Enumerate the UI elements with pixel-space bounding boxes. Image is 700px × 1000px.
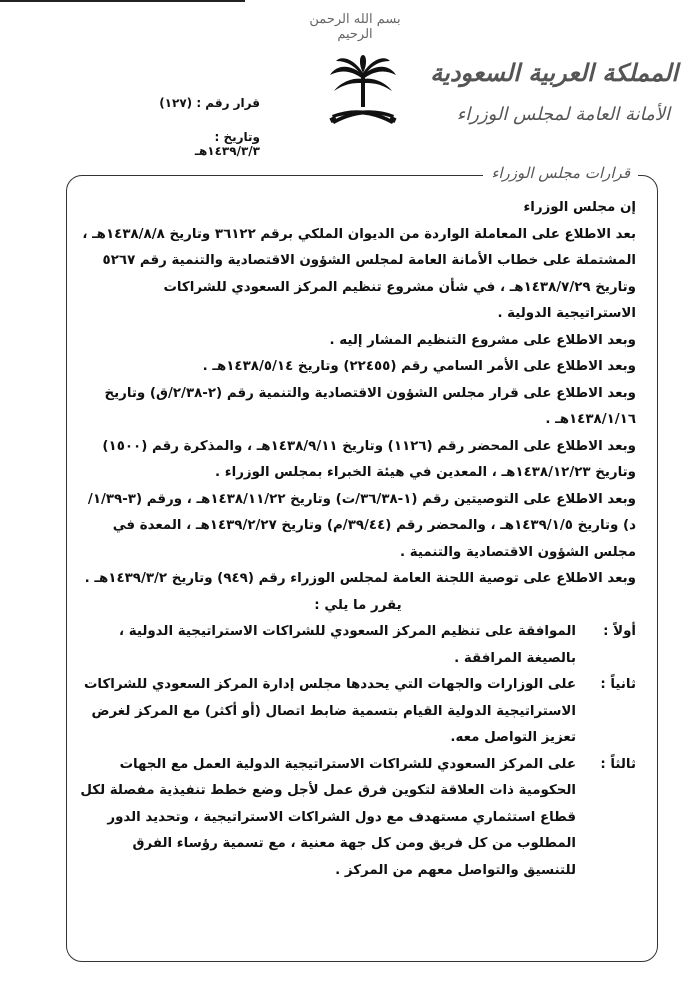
decision-date: وتاريخ : ١٤٣٩/٣/٣هـ bbox=[194, 130, 260, 158]
kingdom-title: المملكة العربية السعودية bbox=[430, 58, 678, 87]
secretariat-title: الأمانة العامة لمجلس الوزراء bbox=[456, 104, 670, 125]
preamble-paragraph: وبعد الاطلاع على مشروع التنظيم المشار إليه . bbox=[329, 332, 636, 348]
preamble-paragraph: وبعد الاطلاع على التوصيتين رقم (١-٣٦/٣٨/ت) وتاريخ ١٤٣٨/١١/٢٢هـ ، ورقم (٣-١/٣٩/د) وتاريخ ١٤٣٩/١/٥هـ ، والمحضر رقم (٣٩/٤٤/م) وتاريخ ١٤٣٩/٢/٢٧هـ ، المعدة في مجلس الشؤون الاقتصادية والتنمية . bbox=[87, 491, 636, 560]
resolves-heading: يقرر ما يلي : bbox=[314, 597, 402, 613]
preamble-paragraph: وبعد الاطلاع على المحضر رقم (١١٢٦) وتاريخ ١٤٣٨/٩/١١هـ ، والمذكرة رقم (١٥٠٠) وتاريخ ١٤٣٨/١٢/٢٣هـ ، المعدين في هيئة الخبراء بمجلس الوزراء . bbox=[102, 438, 636, 480]
item-text: على الوزارات والجهات التي يحددها مجلس إدارة المركز السعودي للشراكات الاستراتيجية الدولية القيام بتسمية ضابط اتصال (أو أكثر) مع المركز لغرض تعزيز التواصل معه. bbox=[83, 677, 576, 745]
item-label: ثانياً : bbox=[600, 677, 636, 692]
item-label: أولاً : bbox=[603, 624, 636, 639]
resolution-item bbox=[80, 619, 636, 672]
top-rule bbox=[0, 0, 245, 2]
decision-body bbox=[80, 195, 636, 884]
item-text: على المركز السعودي للشراكات الاستراتيجية الدولية العمل مع الجهات الحكومية ذات العلاقة لتكوين فرق عمل لأجل وضع خطط تنفيذية مفصلة لكل قطاع استثماري مستهدف مع دول الشراكات الاستراتيجية ، وتحديد الدور المطلوب من كل فريق ومن كل جهة معنية ، مع تسمية رؤساء الفرق للتنسيق والتواصل معهم من المركز . bbox=[80, 756, 576, 878]
preamble-paragraph: بعد الاطلاع على المعاملة الواردة من الديوان الملكي برقم ٣٦١٢٢ وتاريخ ١٤٣٨/٨/٨هـ ، المشتملة على خطاب الأمانة العامة لمجلس الشؤون الاقتصادية والتنمية رقم ٥٢٦٧ وتاريخ ١٤٣٨/٧/٢٩هـ ، في شأن مشروع تنظيم المركز السعودي للشراكات الاستراتيجية الدولية . bbox=[82, 226, 636, 321]
preamble-paragraph: وبعد الاطلاع على الأمر السامي رقم (٢٢٤٥٥) وتاريخ ١٤٣٨/٥/١٤هـ . bbox=[202, 359, 636, 374]
basmala: بسم الله الرحمن الرحيم bbox=[309, 12, 401, 42]
opening-line: إن مجلس الوزراء bbox=[523, 200, 636, 215]
preamble-paragraph: وبعد الاطلاع على توصية اللجنة العامة لمجلس الوزراء رقم (٩٤٩) وتاريخ ١٤٣٩/٣/٢هـ . bbox=[84, 571, 636, 586]
item-label: ثالثاً : bbox=[600, 756, 636, 772]
preamble-paragraph: وبعد الاطلاع على قرار مجلس الشؤون الاقتصادية والتنمية رقم (٢-٢/٣٨/ق) وتاريخ ١٤٣٨/١/١٦هـ . bbox=[104, 385, 636, 427]
saudi-emblem-icon bbox=[328, 55, 398, 137]
item-text: الموافقة على تنظيم المركز السعودي للشراكات الاستراتيجية الدولية ، بالصيغة المرافقة . bbox=[119, 624, 576, 666]
resolution-item bbox=[80, 672, 636, 752]
frame-title: قرارات مجلس الوزراء bbox=[483, 164, 638, 182]
decision-number: قرار رقم : (١٢٧) bbox=[159, 96, 260, 110]
resolution-item bbox=[80, 752, 636, 885]
